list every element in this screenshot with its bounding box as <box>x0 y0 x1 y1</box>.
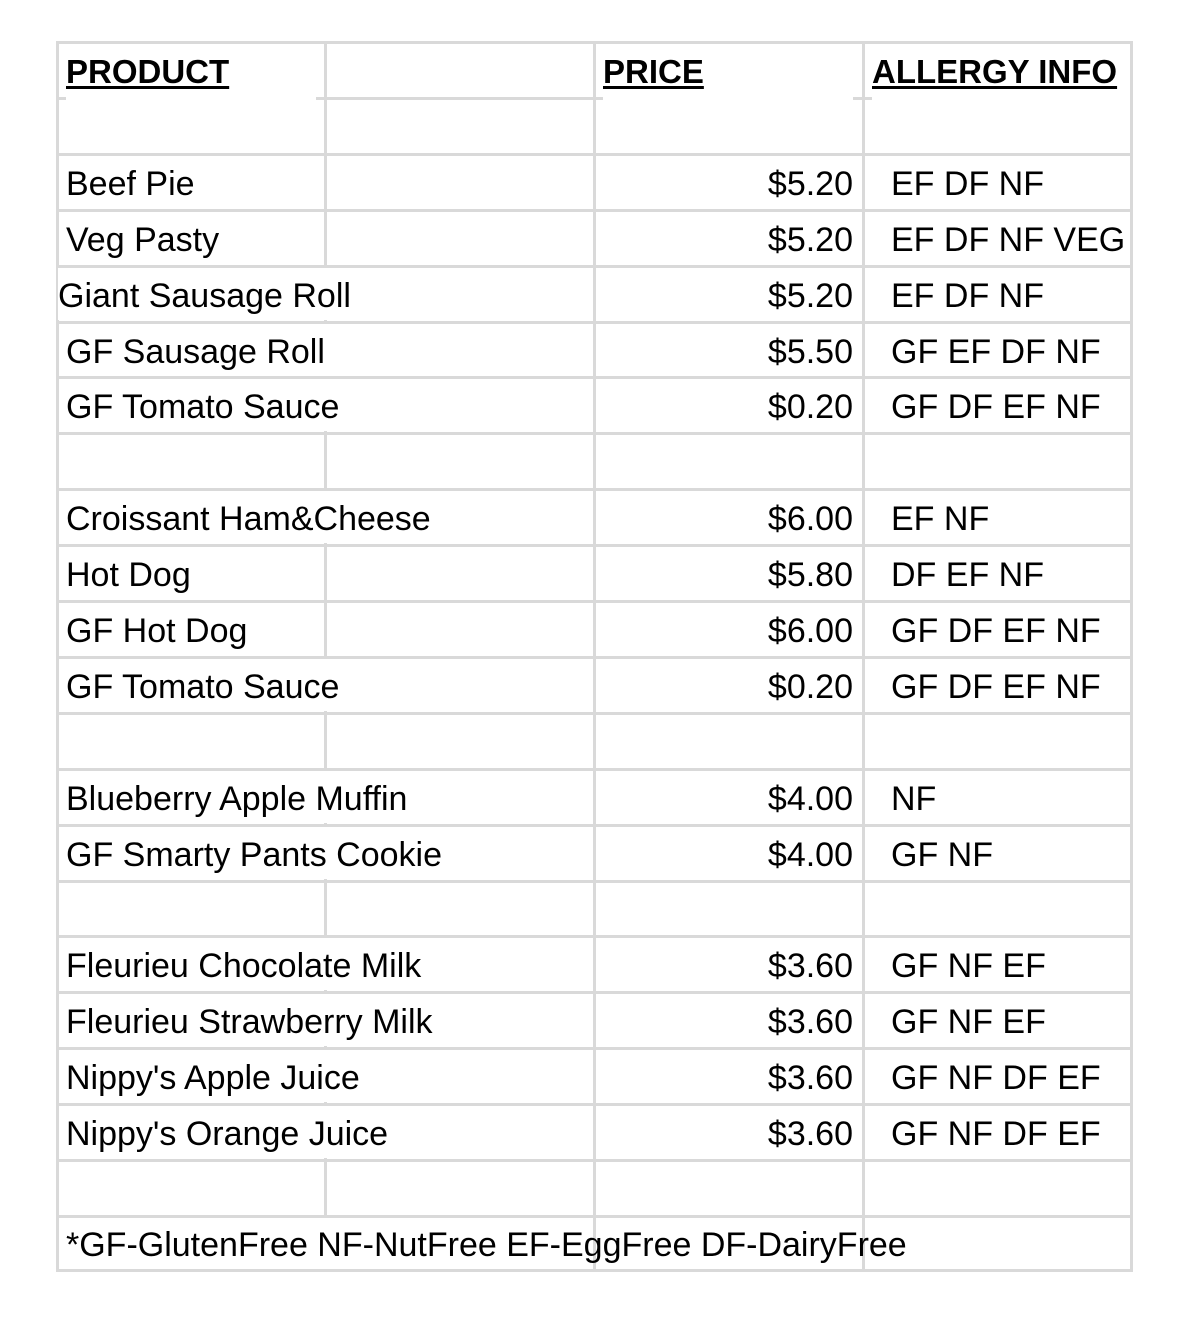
allergy-info: GF DF EF NF <box>891 668 1101 706</box>
price-value <box>596 100 853 152</box>
grid-column-line <box>56 41 59 1272</box>
grid-column-line <box>1130 41 1133 1272</box>
price-value: $0.20 <box>767 668 853 706</box>
allergen-key-footnote: *GF-GlutenFree NF-NutFree EF-EggFree DF-DairyFree <box>66 1226 907 1264</box>
allergy-info: GF NF <box>891 836 993 874</box>
allergy-info: GF EF DF NF <box>891 333 1101 371</box>
product-name: Nippy's Apple Juice <box>66 1050 366 1102</box>
allergy-info <box>891 100 1129 152</box>
product-name: Croissant Ham&Cheese <box>66 491 437 543</box>
product-name: Blueberry Apple Muffin <box>66 771 413 823</box>
allergy-info: GF NF EF <box>891 1003 1046 1041</box>
price-value: $3.60 <box>767 1003 853 1041</box>
allergy-info: DF EF NF <box>891 556 1044 594</box>
price-value <box>596 435 853 487</box>
product-name: GF Hot Dog <box>66 603 253 655</box>
product-name: GF Smarty Pants Cookie <box>66 827 448 879</box>
price-value: $3.60 <box>767 1059 853 1097</box>
price-value: $4.00 <box>767 780 853 818</box>
header-price: PRICE <box>603 44 853 100</box>
allergy-info <box>891 883 1129 935</box>
product-name: Fleurieu Chocolate Milk <box>66 938 427 990</box>
allergy-info: GF NF DF EF <box>891 1115 1101 1153</box>
price-value: $5.80 <box>767 556 853 594</box>
allergy-info: EF NF <box>891 500 990 538</box>
price-value: $6.00 <box>767 612 853 650</box>
product-name: GF Tomato Sauce <box>66 659 345 711</box>
allergy-info: EF DF NF <box>891 165 1044 203</box>
product-name: Giant Sausage Roll <box>58 268 357 320</box>
product-name: GF Tomato Sauce <box>66 379 345 431</box>
allergy-info: EF DF NF VEG <box>891 221 1126 259</box>
price-value: $0.20 <box>767 388 853 426</box>
price-value: $5.20 <box>767 221 853 259</box>
price-value <box>596 1162 853 1214</box>
allergy-info: EF DF NF <box>891 277 1044 315</box>
price-value: $4.00 <box>767 836 853 874</box>
product-name: Beef Pie <box>66 156 201 208</box>
product-name: Fleurieu Strawberry Milk <box>66 994 439 1046</box>
price-value: $3.60 <box>767 1115 853 1153</box>
price-value: $5.20 <box>767 165 853 203</box>
product-name: GF Sausage Roll <box>66 324 331 376</box>
price-value <box>596 715 853 767</box>
allergy-info <box>891 715 1129 767</box>
price-value: $6.00 <box>767 500 853 538</box>
price-value: $5.20 <box>767 277 853 315</box>
price-value: $5.50 <box>767 333 853 371</box>
allergy-info <box>891 435 1129 487</box>
header-product: PRODUCT <box>66 44 316 100</box>
allergy-info: GF NF EF <box>891 947 1046 985</box>
product-name: Nippy's Orange Juice <box>66 1106 394 1158</box>
header-allergy-info: ALLERGY INFO <box>872 44 1130 100</box>
grid-column-line <box>862 41 865 1272</box>
product-name: Veg Pasty <box>66 212 225 264</box>
allergy-info: GF DF EF NF <box>891 612 1101 650</box>
allergy-info: NF <box>891 780 937 818</box>
price-value: $3.60 <box>767 947 853 985</box>
allergy-info: GF DF EF NF <box>891 388 1101 426</box>
allergy-info <box>891 1162 1129 1214</box>
menu-table <box>56 41 1133 1272</box>
allergy-info: GF NF DF EF <box>891 1059 1101 1097</box>
price-value <box>596 883 853 935</box>
product-name: Hot Dog <box>66 547 197 599</box>
